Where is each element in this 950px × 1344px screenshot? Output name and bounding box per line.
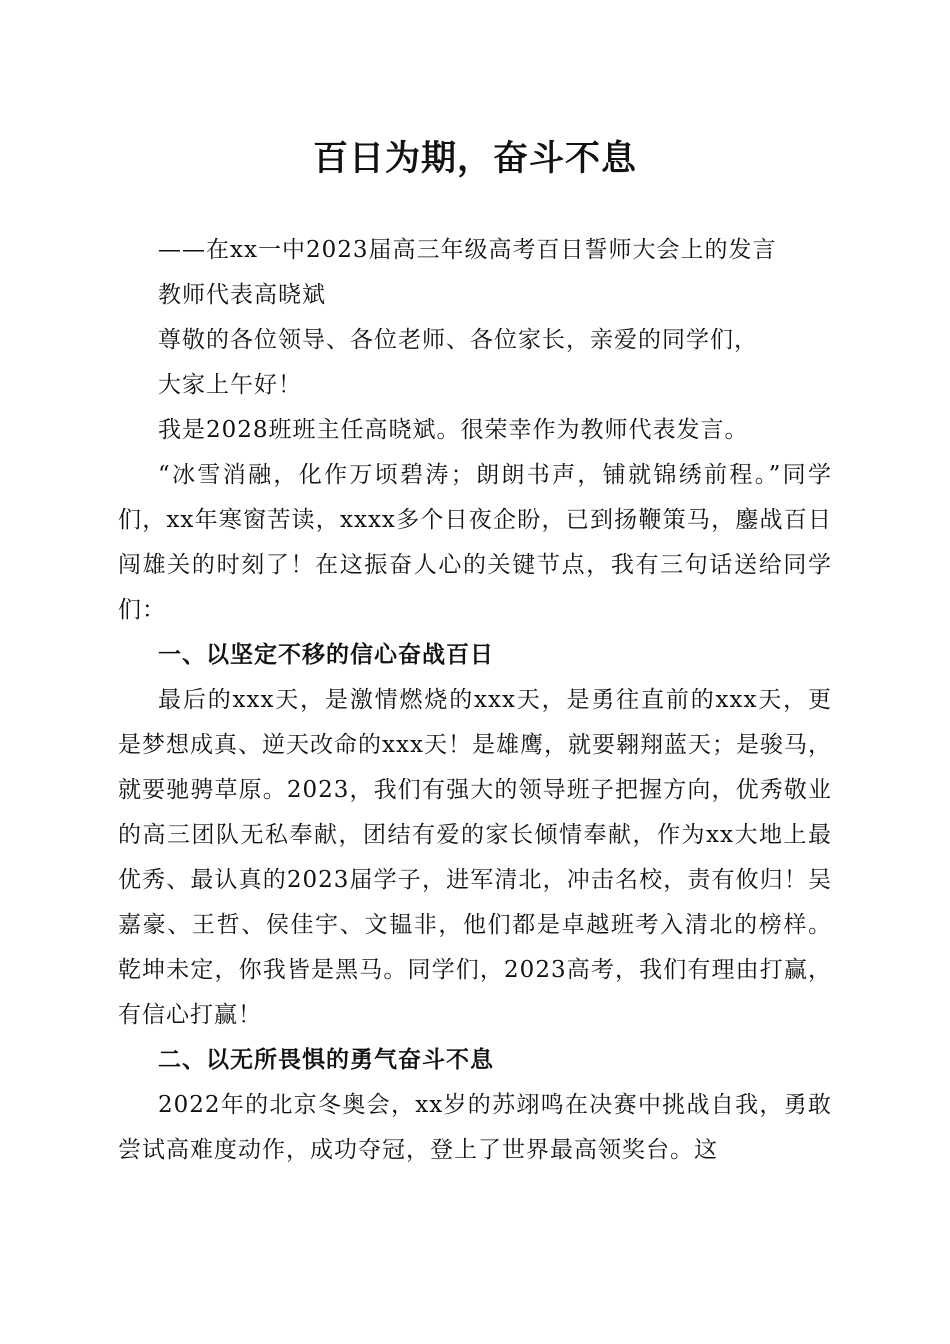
salutation: 尊敬的各位领导、各位老师、各位家长，亲爱的同学们， [158, 327, 758, 353]
greeting: 大家上午好！ [158, 372, 302, 398]
section-heading-2: 二、以无所畏惧的勇气奋斗不息 [158, 1047, 494, 1073]
intro-paragraph: 我是2028班班主任高晓斌。很荣幸作为教师代表发言。 [158, 417, 749, 443]
opening-paragraph: “冰雪消融，化作万顷碧涛；朗朗书声，铺就锦绣前程。”同学们，xx年寒窗苦读，xxxx多个日夜企盼，已到扬鞭策马，鏖战百日闯雄关的时刻了！在这振奋人心的关键节点，我有三句话送给同学们： [118, 462, 832, 623]
speaker-line: 教师代表高晓斌 [158, 282, 326, 308]
subtitle: ——在xx一中2023届高三年级高考百日誓师大会上的发言 [158, 237, 777, 263]
section-heading-1: 一、以坚定不移的信心奋战百日 [158, 642, 494, 668]
document-body [118, 228, 832, 1173]
section-paragraph-1: 最后的xxx天，是激情燃烧的xxx天，是勇往直前的xxx天，更是梦想成真、逆天改命的xxx天！是雄鹰，就要翱翔蓝天；是骏马，就要驰骋草原。2023，我们有强大的领导班子把握方向，优秀敬业的高三团队无私奉献，团结有爱的家长倾情奉献，作为xx大地上最优秀、最认真的2023届学子，进军清北，冲击名校，责有攸归！吴嘉豪、王哲、侯佳宇、文韫非，他们都是卓越班考入清北的榜样。乾坤未定，你我皆是黑马。同学们，2023高考，我们有理由打赢，有信心打赢！ [118, 687, 832, 1028]
section-paragraph-2: 2022年的北京冬奥会，xx岁的苏翊鸣在决赛中挑战自我，勇敢尝试高难度动作，成功夺冠，登上了世界最高领奖台。这 [118, 1092, 832, 1163]
document-title: 百日为期，奋斗不息 [312, 138, 637, 179]
